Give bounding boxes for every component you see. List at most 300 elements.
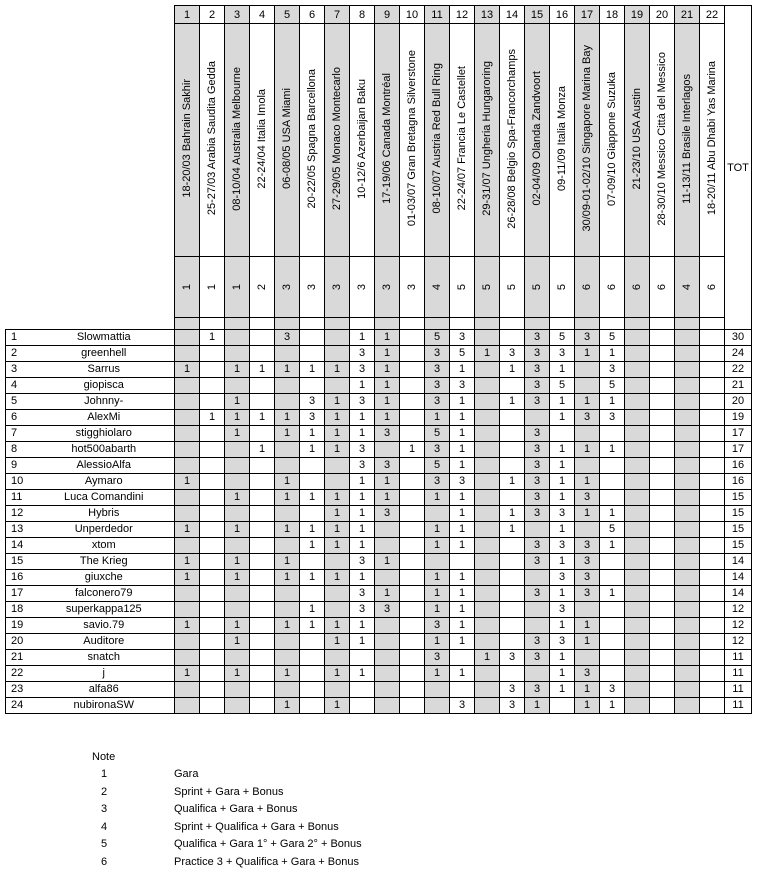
score-cell: 1 <box>425 634 450 650</box>
score-cell <box>475 538 500 554</box>
score-cell <box>500 538 525 554</box>
score-cell: 1 <box>500 522 525 538</box>
score-cell: 1 <box>300 618 325 634</box>
score-cell <box>700 362 725 378</box>
score-cell: 3 <box>575 410 600 426</box>
race-type: 1 <box>205 283 218 290</box>
score-cell: 1 <box>550 666 575 682</box>
player-rank: 15 <box>6 554 34 570</box>
score-cell <box>500 410 525 426</box>
score-cell <box>400 490 425 506</box>
table-row <box>6 666 752 682</box>
race-name: 09-11/09 Italia Monza <box>555 86 568 191</box>
score-cell: 1 <box>550 362 575 378</box>
score-cell <box>225 650 250 666</box>
race-name-cell <box>675 24 700 257</box>
player-name: savio.79 <box>34 618 175 634</box>
score-cell <box>275 506 300 522</box>
race-type: 3 <box>405 283 418 290</box>
player-rank: 8 <box>6 442 34 458</box>
score-cell: 1 <box>550 458 575 474</box>
score-cell <box>225 602 250 618</box>
score-cell <box>650 554 675 570</box>
score-cell: 1 <box>225 554 250 570</box>
score-cell: 1 <box>375 490 400 506</box>
score-cell <box>250 506 275 522</box>
score-cell <box>325 330 350 346</box>
race-name-cell <box>300 24 325 257</box>
score-cell <box>250 618 275 634</box>
score-cell <box>300 698 325 714</box>
score-cell <box>200 698 225 714</box>
score-cell <box>650 570 675 586</box>
player-rank: 3 <box>6 362 34 378</box>
score-cell: 1 <box>550 650 575 666</box>
spacer-cell <box>200 318 225 330</box>
player-name: alfa86 <box>34 682 175 698</box>
player-rank: 10 <box>6 474 34 490</box>
race-name-cell <box>600 24 625 257</box>
player-rank: 7 <box>6 426 34 442</box>
race-type: 1 <box>180 283 193 290</box>
player-total: 11 <box>725 698 752 714</box>
score-cell <box>175 538 200 554</box>
score-cell: 1 <box>500 362 525 378</box>
score-cell <box>650 458 675 474</box>
score-cell <box>225 586 250 602</box>
score-cell <box>400 410 425 426</box>
score-cell <box>700 410 725 426</box>
score-cell <box>400 458 425 474</box>
note-desc: Sprint + Qualifica + Gara + Bonus <box>174 820 339 833</box>
race-name: 08-10/07 Austria Red Bull Ring <box>430 63 443 214</box>
score-cell <box>275 442 300 458</box>
score-cell <box>475 666 500 682</box>
score-cell: 1 <box>275 474 300 490</box>
score-cell: 1 <box>325 394 350 410</box>
score-cell: 1 <box>550 490 575 506</box>
race-type-cell <box>325 257 350 318</box>
race-name: 08-10/04 Australia Melbourne <box>230 66 243 211</box>
score-cell <box>600 426 625 442</box>
score-cell <box>300 634 325 650</box>
score-cell: 3 <box>425 346 450 362</box>
race-type-cell <box>600 257 625 318</box>
score-cell <box>450 682 475 698</box>
score-cell: 1 <box>550 442 575 458</box>
score-cell <box>625 634 650 650</box>
race-type: 1 <box>230 283 243 290</box>
table-row <box>6 458 752 474</box>
score-cell <box>200 586 225 602</box>
score-cell <box>700 570 725 586</box>
score-cell <box>650 442 675 458</box>
score-cell <box>275 602 300 618</box>
score-cell <box>475 330 500 346</box>
player-name: giuxche <box>34 570 175 586</box>
score-cell <box>675 410 700 426</box>
player-name: Sarrus <box>34 362 175 378</box>
score-cell: 3 <box>350 554 375 570</box>
score-cell <box>650 346 675 362</box>
player-rank: 20 <box>6 634 34 650</box>
score-cell <box>700 474 725 490</box>
score-cell: 3 <box>575 586 600 602</box>
score-cell: 1 <box>325 490 350 506</box>
score-cell: 1 <box>425 538 450 554</box>
score-cell: 1 <box>450 618 475 634</box>
score-cell: 1 <box>600 586 625 602</box>
score-cell <box>250 634 275 650</box>
score-cell <box>375 618 400 634</box>
table-row <box>6 586 752 602</box>
player-total: 11 <box>725 666 752 682</box>
score-cell <box>525 410 550 426</box>
score-cell: 3 <box>375 506 400 522</box>
score-cell <box>275 586 300 602</box>
race-type-cell <box>700 257 725 318</box>
table-row <box>6 570 752 586</box>
score-cell: 3 <box>575 538 600 554</box>
score-cell <box>600 554 625 570</box>
score-cell: 3 <box>525 426 550 442</box>
spacer-cell <box>700 318 725 330</box>
spacer-cell <box>275 318 300 330</box>
score-cell: 1 <box>275 570 300 586</box>
score-cell <box>200 666 225 682</box>
score-cell <box>650 602 675 618</box>
race-name-cell <box>200 24 225 257</box>
score-cell: 5 <box>600 522 625 538</box>
table-row <box>6 522 752 538</box>
score-cell <box>525 570 550 586</box>
score-cell <box>225 698 250 714</box>
score-cell: 1 <box>475 346 500 362</box>
note-key: 5 <box>100 838 108 850</box>
score-cell <box>700 522 725 538</box>
score-cell: 1 <box>275 666 300 682</box>
score-cell: 1 <box>575 474 600 490</box>
score-cell: 1 <box>375 346 400 362</box>
player-name: superkappa125 <box>34 602 175 618</box>
score-cell <box>400 426 425 442</box>
race-number: 1 <box>175 6 200 24</box>
player-total: 19 <box>725 410 752 426</box>
score-cell: 3 <box>525 682 550 698</box>
score-cell: 1 <box>325 426 350 442</box>
score-cell <box>650 410 675 426</box>
score-cell: 1 <box>375 410 400 426</box>
score-cell <box>550 426 575 442</box>
race-number: 22 <box>700 6 725 24</box>
race-type-cell <box>250 257 275 318</box>
score-cell <box>400 682 425 698</box>
score-cell: 1 <box>500 506 525 522</box>
score-cell <box>625 474 650 490</box>
race-name: 10-12/6 Azerbaijan Baku <box>355 78 368 199</box>
score-cell: 3 <box>425 618 450 634</box>
score-cell <box>200 634 225 650</box>
race-type: 4 <box>680 283 693 290</box>
score-cell <box>625 394 650 410</box>
player-total: 22 <box>725 362 752 378</box>
race-name-cell <box>525 24 550 257</box>
score-cell <box>625 522 650 538</box>
score-cell: 1 <box>575 618 600 634</box>
score-cell <box>650 666 675 682</box>
score-cell <box>675 698 700 714</box>
score-cell <box>600 570 625 586</box>
score-cell <box>600 490 625 506</box>
score-cell <box>175 410 200 426</box>
score-cell <box>250 330 275 346</box>
score-cell <box>675 346 700 362</box>
score-cell <box>700 650 725 666</box>
score-cell <box>400 362 425 378</box>
score-cell <box>500 634 525 650</box>
score-cell: 1 <box>225 618 250 634</box>
score-cell: 1 <box>200 410 225 426</box>
race-number: 16 <box>550 6 575 24</box>
score-cell <box>400 602 425 618</box>
score-cell <box>675 378 700 394</box>
score-cell: 1 <box>600 506 625 522</box>
table-row <box>6 490 752 506</box>
score-cell <box>200 570 225 586</box>
score-cell: 3 <box>550 346 575 362</box>
player-total: 14 <box>725 570 752 586</box>
race-number: 18 <box>600 6 625 24</box>
player-rank: 16 <box>6 570 34 586</box>
score-cell <box>525 602 550 618</box>
score-cell: 3 <box>600 362 625 378</box>
score-cell <box>300 330 325 346</box>
score-cell: 3 <box>600 410 625 426</box>
score-cell <box>575 458 600 474</box>
table-row <box>6 682 752 698</box>
score-cell <box>650 426 675 442</box>
score-cell <box>175 490 200 506</box>
score-cell: 1 <box>450 410 475 426</box>
race-name-cell <box>650 24 675 257</box>
race-type: 5 <box>555 283 568 290</box>
score-cell <box>650 506 675 522</box>
note-desc: Gara <box>174 768 199 780</box>
race-number: 14 <box>500 6 525 24</box>
race-name: 18-20/11 Abu Dhabi Yas Marina <box>705 61 718 216</box>
score-cell: 1 <box>575 394 600 410</box>
player-name: xtom <box>34 538 175 554</box>
race-name: 22-24/04 Italia Imola <box>255 88 268 189</box>
score-cell <box>650 394 675 410</box>
player-rank: 24 <box>6 698 34 714</box>
score-cell <box>225 330 250 346</box>
race-number: 8 <box>350 6 375 24</box>
notes-title: Note <box>92 751 116 763</box>
score-cell <box>500 666 525 682</box>
score-cell <box>650 474 675 490</box>
race-name: 25-27/03 Arabia Saudita Gedda <box>205 61 218 216</box>
score-cell: 1 <box>200 330 225 346</box>
player-total: 12 <box>725 618 752 634</box>
score-cell: 1 <box>300 602 325 618</box>
score-cell <box>675 458 700 474</box>
score-cell <box>625 618 650 634</box>
score-cell: 1 <box>550 394 575 410</box>
score-cell: 1 <box>375 554 400 570</box>
table-row <box>6 650 752 666</box>
note-key: 3 <box>100 803 108 815</box>
score-cell: 3 <box>500 698 525 714</box>
score-cell: 1 <box>250 442 275 458</box>
score-cell <box>450 554 475 570</box>
spacer-cell <box>325 318 350 330</box>
score-cell <box>600 474 625 490</box>
table-row <box>6 346 752 362</box>
score-cell: 1 <box>575 506 600 522</box>
score-cell <box>250 666 275 682</box>
score-cell <box>475 378 500 394</box>
score-cell: 1 <box>600 442 625 458</box>
race-name-cell <box>175 24 200 257</box>
score-cell <box>700 346 725 362</box>
race-name: 02-04/09 Olanda Zandvoort <box>530 71 543 206</box>
score-cell: 1 <box>575 698 600 714</box>
score-cell <box>275 682 300 698</box>
score-cell <box>175 506 200 522</box>
score-cell: 1 <box>275 426 300 442</box>
score-cell <box>675 666 700 682</box>
spacer-cell <box>175 318 200 330</box>
score-cell: 3 <box>450 474 475 490</box>
score-cell: 3 <box>350 394 375 410</box>
score-cell: 3 <box>350 442 375 458</box>
score-cell <box>475 522 500 538</box>
score-cell: 1 <box>450 458 475 474</box>
player-name: Auditore <box>34 634 175 650</box>
score-cell: 3 <box>375 458 400 474</box>
score-cell <box>625 586 650 602</box>
score-cell <box>475 458 500 474</box>
score-cell: 1 <box>350 666 375 682</box>
score-cell <box>300 378 325 394</box>
score-cell <box>400 506 425 522</box>
score-cell <box>675 682 700 698</box>
note-desc: Qualifica + Gara 1° + Gara 2° + Bonus <box>174 838 362 850</box>
score-cell <box>250 426 275 442</box>
score-cell: 1 <box>275 522 300 538</box>
table-row <box>6 362 752 378</box>
score-cell <box>375 522 400 538</box>
note-item <box>92 854 359 872</box>
note-key: 6 <box>100 855 108 868</box>
score-cell: 3 <box>375 426 400 442</box>
score-cell <box>375 570 400 586</box>
score-cell: 3 <box>425 362 450 378</box>
spacer-cell <box>550 318 575 330</box>
table-row <box>6 378 752 394</box>
score-cell: 1 <box>450 538 475 554</box>
score-cell <box>575 378 600 394</box>
score-cell: 1 <box>600 394 625 410</box>
spacer-cell <box>600 318 625 330</box>
spacer-cell <box>425 318 450 330</box>
score-cell: 1 <box>450 666 475 682</box>
score-cell: 3 <box>575 490 600 506</box>
race-number: 19 <box>625 6 650 24</box>
score-cell <box>225 378 250 394</box>
score-cell <box>250 474 275 490</box>
race-name: 06-08/05 USA Miami <box>280 88 293 189</box>
score-cell <box>175 634 200 650</box>
score-cell <box>400 698 425 714</box>
race-number: 20 <box>650 6 675 24</box>
score-cell: 1 <box>575 682 600 698</box>
score-cell <box>675 634 700 650</box>
player-rank: 13 <box>6 522 34 538</box>
score-cell: 1 <box>400 442 425 458</box>
race-type-cell <box>625 257 650 318</box>
score-cell <box>475 506 500 522</box>
score-cell: 1 <box>350 522 375 538</box>
score-cell: 3 <box>300 394 325 410</box>
score-cell <box>250 394 275 410</box>
score-cell <box>700 618 725 634</box>
notes-legend <box>92 751 362 871</box>
score-cell <box>500 330 525 346</box>
score-cell: 1 <box>225 394 250 410</box>
score-cell: 1 <box>225 410 250 426</box>
race-name: 21-23/10 USA Austin <box>630 87 643 190</box>
race-type: 5 <box>530 283 543 290</box>
score-cell: 1 <box>350 410 375 426</box>
score-cell <box>175 426 200 442</box>
score-cell: 1 <box>175 618 200 634</box>
score-cell <box>350 682 375 698</box>
race-number: 17 <box>575 6 600 24</box>
score-cell <box>275 458 300 474</box>
score-cell <box>575 426 600 442</box>
score-cell: 1 <box>225 426 250 442</box>
score-cell <box>175 458 200 474</box>
race-type-cell <box>450 257 475 318</box>
score-cell <box>575 602 600 618</box>
score-cell: 3 <box>575 554 600 570</box>
race-name-cell <box>325 24 350 257</box>
score-cell: 1 <box>300 570 325 586</box>
race-name-cell <box>500 24 525 257</box>
race-name-cell <box>225 24 250 257</box>
score-cell <box>475 634 500 650</box>
score-cell <box>200 618 225 634</box>
score-cell: 3 <box>550 634 575 650</box>
score-cell <box>350 650 375 666</box>
score-cell: 1 <box>350 506 375 522</box>
race-type-cell <box>225 257 250 318</box>
score-cell <box>400 634 425 650</box>
score-cell: 1 <box>325 522 350 538</box>
score-cell <box>475 442 500 458</box>
score-cell: 1 <box>575 346 600 362</box>
player-rank: 5 <box>6 394 34 410</box>
score-cell: 1 <box>350 490 375 506</box>
score-cell <box>250 538 275 554</box>
score-cell: 1 <box>350 330 375 346</box>
spacer-cell <box>500 318 525 330</box>
race-name: 18-20/03 Bahrain Sakhir <box>180 79 193 198</box>
race-name-cell <box>400 24 425 257</box>
score-cell: 3 <box>425 442 450 458</box>
